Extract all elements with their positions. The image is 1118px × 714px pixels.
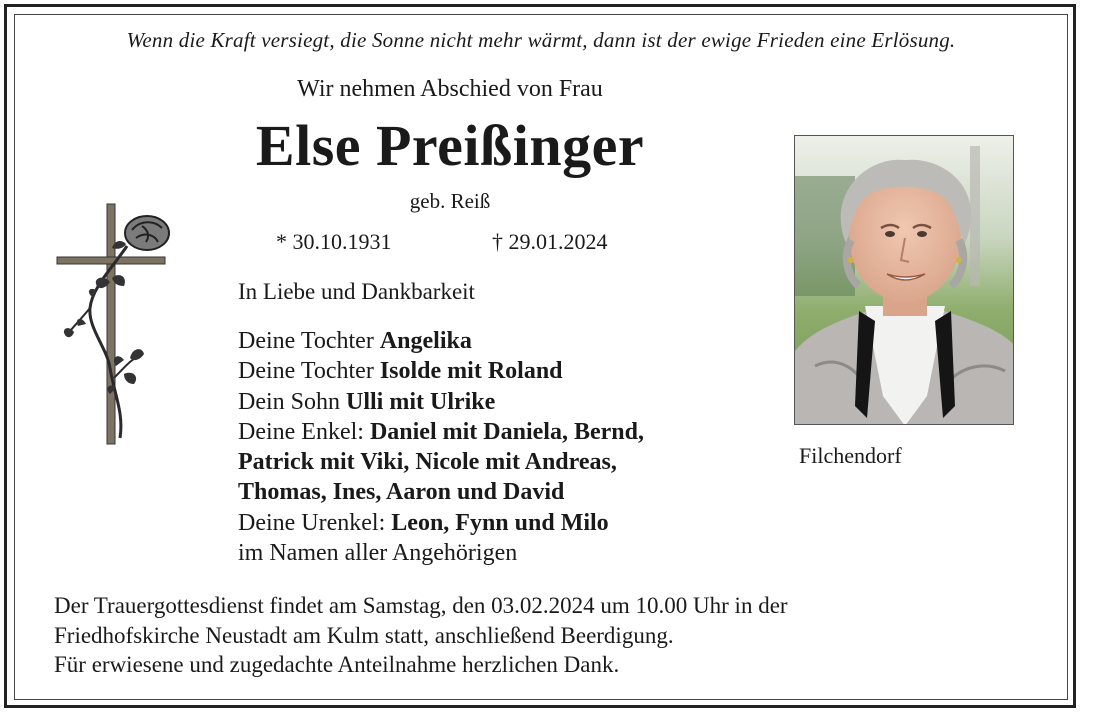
cross-with-rose-icon [52,198,192,453]
gratitude-text: In Liebe und Dankbarkeit [238,279,475,304]
death-date: † 29.01.2024 [492,229,608,254]
family-line: Dein Sohn Ulli mit Ulrike [238,388,496,415]
family-line: Deine Tochter Isolde mit Roland [238,358,563,385]
family-line: Thomas, Ines, Aaron und David [238,479,565,506]
family-line: Deine Urenkel: Leon, Fynn und Milo [238,509,609,536]
service-line: Für erwiesene und zugedachte Anteilnahme herzlichen Dank. [54,652,620,677]
family-line: Deine Tochter Angelika [238,328,472,354]
family-list [238,326,644,568]
portrait-photo [794,135,1014,425]
birth-date: * 30.10.1931 [276,229,392,254]
family-line: Patrick mit Viki, Nicole mit Andreas, [238,449,617,476]
intro-text: Wir nehmen Abschied von Frau [297,76,603,102]
family-line: im Namen aller Angehörigen [238,540,518,567]
place-name: Filchendorf [799,443,902,468]
service-line: Der Trauergottesdienst findet am Samstag, den 03.02.2024 um 10.00 Uhr in der [54,593,788,618]
service-info [54,591,788,680]
motto: Wenn die Kraft versiegt, die Sonne nicht mehr wärmt, dann ist der ewige Frieden eine Erlösung. [126,28,956,52]
service-line: Friedhofskirche Neustadt am Kulm statt, anschließend Beerdigung. [54,622,674,648]
family-line: Deine Enkel: Daniel mit Daniela, Bernd, [238,418,644,445]
maiden-name: geb. Reiß [409,189,491,213]
deceased-name: Else Preißinger [255,113,645,178]
